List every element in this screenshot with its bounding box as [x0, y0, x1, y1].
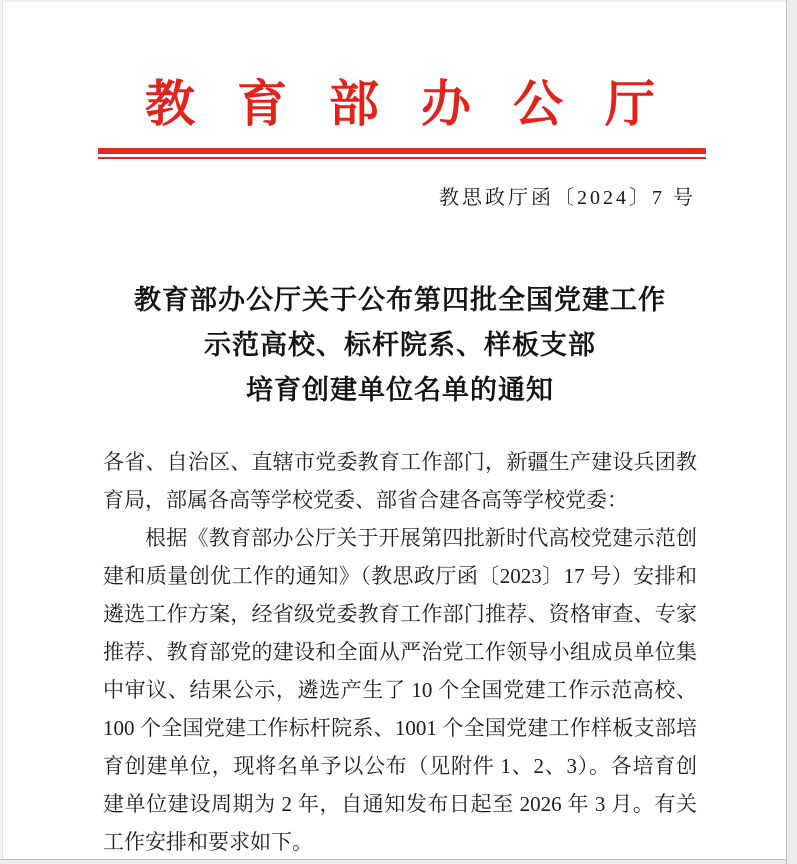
notice-title — [100, 278, 700, 413]
body-line: 遴选工作方案，经省级党委教育工作部门推荐、资格审查、专家 — [103, 602, 697, 626]
page-edge-left — [0, 0, 3, 860]
red-separator-thin-line — [98, 157, 706, 159]
notice-title-line-3: 培育创建单位名单的通知 — [246, 375, 554, 405]
page-edge-top — [0, 0, 786, 2]
body-line: 100 个全国党建工作标杆院系、1001 个全国党建工作样板支部培 — [103, 716, 697, 740]
body-line: 育局，部属各高等学校党委、部省合建各高等学校党委： — [103, 488, 628, 512]
body-line: 建单位建设周期为 2 年，自通知发布日起至 2026 年 3 月。有关 — [103, 792, 697, 816]
body-text — [103, 443, 697, 861]
notice-title-line-1: 教育部办公厅关于公布第四批全国党建工作 — [134, 285, 666, 315]
body-line: 推荐、教育部党的建设和全面从严治党工作领导小组成员单位集 — [103, 640, 697, 664]
page-edge-right — [786, 0, 797, 864]
doc-reference-number: 教思政厅函〔2024〕7 号 — [439, 187, 696, 209]
notice-title-line-2: 示范高校、标杆院系、样板支部 — [204, 330, 596, 360]
body-line: 建和质量创优工作的通知》（教思政厅函〔2023〕17 号）安排和 — [103, 564, 697, 588]
body-line: 育创建单位，现将名单予以公布（见附件 1、2、3）。各培育创 — [103, 754, 697, 778]
body-line: 根据《教育部办公厅关于开展第四批新时代高校党建示范创 — [145, 526, 697, 550]
agency-letterhead: 教育部办公厅 — [145, 76, 697, 132]
body-line: 工作安排和要求如下。 — [103, 830, 313, 854]
red-separator-thick-line — [98, 148, 706, 154]
body-line: 各省、自治区、直辖市党委教育工作部门，新疆生产建设兵团教 — [103, 450, 697, 474]
body-line: 中审议、结果公示，遴选产生了 10 个全国党建工作示范高校、 — [103, 678, 697, 702]
